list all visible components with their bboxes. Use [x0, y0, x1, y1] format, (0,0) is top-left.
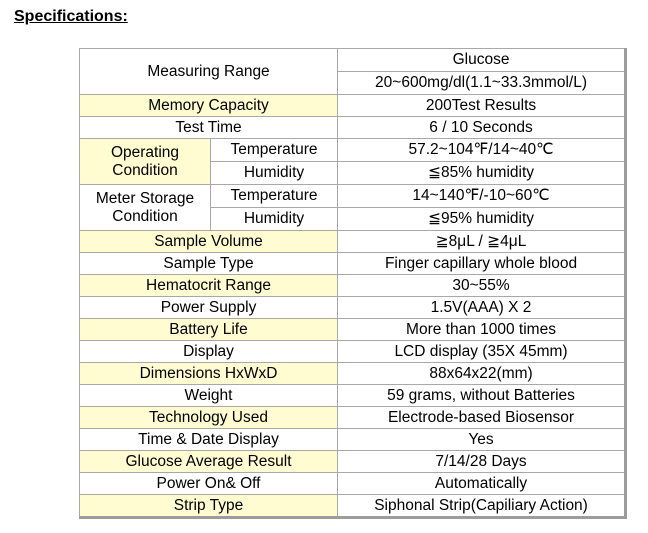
row-hematocrit-range	[80, 275, 626, 297]
time-date-display-label: Time & Date Display	[80, 429, 338, 451]
row-power-on-off	[80, 473, 626, 495]
measuring-range-value: 20~600mg/dl(1.1~33.3mmol/L)	[338, 72, 626, 95]
sample-type-value: Finger capillary whole blood	[338, 253, 626, 275]
page-heading: Specifications:	[14, 8, 128, 25]
operating-condition-line2: Condition	[112, 161, 178, 179]
dimensions-value: 88x64x22(mm)	[338, 363, 626, 385]
row-sample-type	[80, 253, 626, 275]
storage-humidity-value: ≦95% humidity	[338, 208, 626, 231]
meter-storage-line2: Condition	[112, 207, 178, 225]
storage-temperature-value: 14~140℉/-10~60℃	[338, 185, 626, 208]
technology-used-value: Electrode-based Biosensor	[338, 407, 626, 429]
row-strip-type	[80, 495, 626, 518]
operating-temperature-value: 57.2~104℉/14~40℃	[338, 139, 626, 162]
dimensions-label: Dimensions HxWxD	[80, 363, 338, 385]
row-operating-temperature	[80, 139, 626, 162]
operating-condition-line1: Operating	[110, 143, 180, 161]
sample-volume-value: ≧8μL / ≧4μL	[338, 231, 626, 253]
row-storage-temperature	[80, 185, 626, 208]
glucose-average-result-label: Glucose Average Result	[80, 451, 338, 473]
row-dimensions	[80, 363, 626, 385]
row-sample-volume	[80, 231, 626, 253]
row-test-time	[80, 117, 626, 139]
operating-humidity-label: Humidity	[211, 162, 338, 185]
sample-volume-label: Sample Volume	[80, 231, 338, 253]
operating-condition-label	[80, 139, 211, 185]
power-supply-label: Power Supply	[80, 297, 338, 319]
battery-life-value: More than 1000 times	[338, 319, 626, 341]
storage-temperature-label: Temperature	[211, 185, 338, 208]
operating-temperature-label: Temperature	[211, 139, 338, 162]
memory-capacity-label: Memory Capacity	[80, 95, 338, 117]
row-technology-used	[80, 407, 626, 429]
test-time-value: 6 / 10 Seconds	[338, 117, 626, 139]
power-on-off-value: Automatically	[338, 473, 626, 495]
row-weight	[80, 385, 626, 407]
memory-capacity-value: 200Test Results	[338, 95, 626, 117]
sample-type-label: Sample Type	[80, 253, 338, 275]
meter-storage-condition-label	[80, 185, 211, 231]
display-value: LCD display (35X 45mm)	[338, 341, 626, 363]
power-on-off-label: Power On& Off	[80, 473, 338, 495]
strip-type-label: Strip Type	[80, 495, 338, 518]
hematocrit-range-value: 30~55%	[338, 275, 626, 297]
measuring-range-analyte: Glucose	[338, 49, 626, 72]
specifications-table	[79, 48, 627, 519]
glucose-average-result-value: 7/14/28 Days	[338, 451, 626, 473]
measuring-range-label: Measuring Range	[80, 49, 338, 95]
weight-label: Weight	[80, 385, 338, 407]
technology-used-label: Technology Used	[80, 407, 338, 429]
row-display	[80, 341, 626, 363]
display-label: Display	[80, 341, 338, 363]
power-supply-value: 1.5V(AAA) X 2	[338, 297, 626, 319]
row-glucose-average-result	[80, 451, 626, 473]
battery-life-label: Battery Life	[80, 319, 338, 341]
row-time-date-display	[80, 429, 626, 451]
row-memory-capacity	[80, 95, 626, 117]
storage-humidity-label: Humidity	[211, 208, 338, 231]
operating-humidity-value: ≦85% humidity	[338, 162, 626, 185]
hematocrit-range-label: Hematocrit Range	[80, 275, 338, 297]
row-battery-life	[80, 319, 626, 341]
row-power-supply	[80, 297, 626, 319]
test-time-label: Test Time	[80, 117, 338, 139]
strip-type-value: Siphonal Strip(Capiliary Action)	[338, 495, 626, 518]
weight-value: 59 grams, without Batteries	[338, 385, 626, 407]
meter-storage-line1: Meter Storage	[95, 189, 195, 207]
time-date-display-value: Yes	[338, 429, 626, 451]
row-measuring-range	[80, 49, 626, 72]
